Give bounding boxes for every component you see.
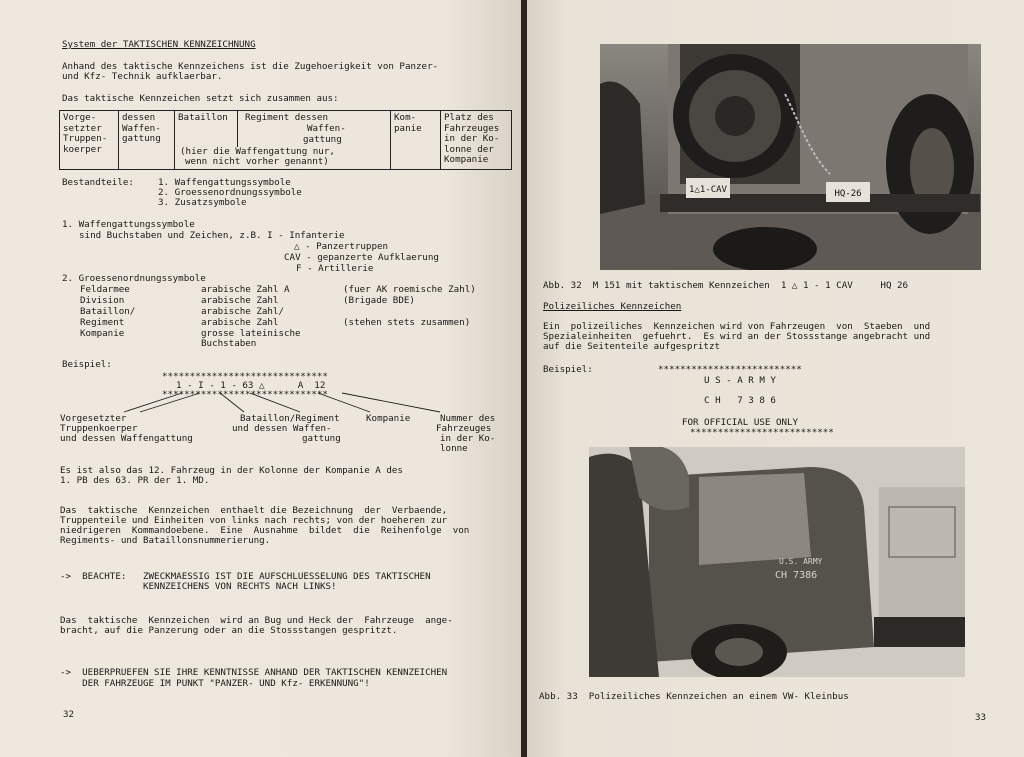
vw-bus-photo <box>589 447 965 677</box>
symbol-item: CAV - gepanzerte Aufklaerung <box>284 252 439 263</box>
size-name: Bataillon/ <box>80 306 136 317</box>
bestandteile-item: 1. Waffengattungssymbole <box>158 177 291 188</box>
example-line: FOR OFFICIAL USE ONLY <box>681 417 799 428</box>
section-text: sind Buchstaben und Zeichen, z.B. I - Infanterie <box>79 230 345 241</box>
paragraph-line: Regiments- und Bataillonsnummerierung. <box>60 535 271 546</box>
table-cell: Waffen- <box>307 123 346 134</box>
intro-line: Das taktische Kennzeichen setzt sich zusammen aus: <box>62 93 339 104</box>
note-line: -> UEBERPRUEFEN SIE IHRE KENNTNISSE ANHAND DER TAKTISCHEN KENNZEICHEN <box>60 667 448 678</box>
page-number: 33 <box>975 712 987 723</box>
diagram-label: Truppenkoerper <box>60 423 138 434</box>
star-border: ****************************** <box>162 371 328 382</box>
example-line: C H 7 3 8 6 <box>704 395 776 406</box>
paragraph-line: Das taktische Kennzeichen enthaelt die Bezeichnung der Verbaende, <box>60 505 448 516</box>
size-name: Division <box>80 295 125 306</box>
table-cell: koerper <box>63 143 102 155</box>
conclusion: Es ist also das 12. Fahrzeug in der Kolonne der Kompanie A des <box>60 465 403 476</box>
example-code: 1 - I - 1 - 63 △ A 12 <box>176 380 326 391</box>
size-symbol: arabische Zahl <box>201 317 279 328</box>
size-note: (Brigade BDE) <box>343 295 415 306</box>
intro-line: Anhand des taktische Kennzeichens ist die Zugehoerigkeit von Panzer- <box>62 61 439 72</box>
table-cell: Waffen- <box>122 122 161 134</box>
table-cell: Fahrzeuges <box>444 122 500 134</box>
right-page <box>527 0 1024 757</box>
section-title: System der TAKTISCHEN KENNZEICHNUNG <box>62 39 256 50</box>
conclusion: 1. PB des 63. PR der 1. MD. <box>60 475 210 486</box>
table-cell: Kompanie <box>444 154 489 166</box>
pointer-line <box>220 393 244 412</box>
table-cell: Regiment dessen <box>245 112 328 123</box>
table-cell: (hier die Waffengattung nur, <box>180 146 335 157</box>
note-line: DER FAHRZEUGE IM PUNKT "PANZER- UND Kfz- ERKENNUNG"! <box>60 678 370 689</box>
table-cell: Bataillon <box>178 112 228 123</box>
table-cell: setzter <box>63 122 102 134</box>
paragraph-line: Spezialeinheiten gefuehrt. Es wird an der Stossstange angebracht und <box>543 331 931 342</box>
table-cell: in der Ko- <box>444 133 500 145</box>
symbol-item: F - Artillerie <box>296 263 374 274</box>
plate-right-text: HQ-26 <box>834 189 862 199</box>
example-line: U S - A R M Y <box>704 375 776 386</box>
size-name: Kompanie <box>80 328 125 339</box>
bestandteile-label: Bestandteile: <box>62 177 134 188</box>
table-cell: gattung <box>122 133 161 145</box>
note-line: -> BEACHTE: ZWECKMAESSIG IST DIE AUFSCHLUESSELUNG DES TAKTISCHEN <box>60 571 431 582</box>
table-cell: panie <box>394 122 422 134</box>
door-text-line2: CH 7386 <box>775 570 818 581</box>
table-cell: Platz des <box>444 112 494 123</box>
size-name: Regiment <box>80 317 125 328</box>
size-symbol: Buchstaben <box>201 338 257 349</box>
paragraph-line: bracht, auf die Panzerung oder an die Stossstangen gespritzt. <box>60 625 398 636</box>
diagram-label: Kompanie <box>366 413 411 424</box>
section-heading: Polizeiliches Kennzeichen <box>543 301 682 312</box>
note-line: KENNZEICHENS VON RECHTS NACH LINKS! <box>60 581 337 592</box>
size-symbol: grosse lateinische <box>201 328 301 339</box>
door-text-line1: U.S. ARMY <box>779 557 823 566</box>
pointer-line <box>124 393 182 412</box>
intro-line: und Kfz- Technik aufklaerbar. <box>62 71 223 82</box>
diagram-label: Nummer des <box>440 413 496 424</box>
diagram-label: Vorgesetzter <box>60 413 127 424</box>
diagram-label: und dessen Waffengattung <box>60 433 193 444</box>
table-cell: Truppen- <box>63 133 108 145</box>
bestandteile-item: 3. Zusatzsymbole <box>158 197 247 208</box>
size-symbol: arabische Zahl A <box>201 284 290 295</box>
size-note: (stehen stets zusammen) <box>343 317 471 328</box>
table-cell: Vorge- <box>63 112 97 123</box>
page-number: 32 <box>63 709 75 720</box>
figure-caption: Abb. 32 M 151 mit taktischem Kennzeichen 1 △ 1 - 1 CAV HQ 26 <box>543 280 909 291</box>
plate-left-text: 1△1-CAV <box>689 185 727 195</box>
star-border: ****************************** <box>162 389 328 400</box>
figure-caption: Abb. 33 Polizeiliches Kennzeichen an einem VW- Kleinbus <box>539 691 849 702</box>
jeep-photo <box>600 44 981 270</box>
paragraph-line: auf die Seitenteile aufgespritzt <box>543 341 721 352</box>
pointer-line <box>250 393 300 412</box>
diagram-label: lonne <box>440 443 468 454</box>
pointer-line <box>318 393 370 412</box>
beispiel-label: Beispiel: <box>543 364 593 375</box>
bestandteile-item: 2. Groessenordnungssymbole <box>158 187 302 198</box>
table-cell: Kom- <box>394 112 417 123</box>
table-cell: dessen <box>122 112 156 123</box>
diagram-label: Fahrzeuges <box>436 423 492 434</box>
section-heading: 1. Waffengattungssymbole <box>62 219 195 230</box>
paragraph-line: niedrigeren Kommandoebene. Eine Ausnahme bildet die Reihenfolge von <box>60 525 470 536</box>
size-symbol: arabische Zahl/ <box>201 306 284 317</box>
symbol-item: △ - Panzertruppen <box>294 241 389 252</box>
table-cell: lonne der <box>444 143 494 155</box>
size-symbol: arabische Zahl <box>201 295 279 306</box>
diagram-label: Bataillon/Regiment <box>240 413 340 424</box>
paragraph-line: Truppenteile und Einheiten von links nach rechts; von der hoeheren zur <box>60 515 448 526</box>
diagram-label: und dessen Waffen- <box>232 423 332 434</box>
star-border: ************************** <box>658 364 802 375</box>
diagram-label: gattung <box>302 433 341 444</box>
diagram-label: in der Ko- <box>440 433 496 444</box>
size-name: Feldarmee <box>80 284 130 295</box>
table-cell: gattung <box>303 134 342 145</box>
size-note: (fuer AK roemische Zahl) <box>343 284 476 295</box>
pointer-line <box>342 393 440 412</box>
star-border: ************************** <box>690 427 834 438</box>
table-cell: wenn nicht vorher genannt) <box>185 156 329 167</box>
paragraph-line: Ein polizeiliches Kennzeichen wird von Fahrzeugen von Staeben und <box>543 321 931 332</box>
pointer-line <box>140 393 200 412</box>
beispiel-label: Beispiel: <box>62 359 112 370</box>
section-heading: 2. Groessenordnungssymbole <box>62 273 206 284</box>
paragraph-line: Das taktische Kennzeichen wird an Bug und Heck der Fahrzeuge ange- <box>60 615 453 626</box>
